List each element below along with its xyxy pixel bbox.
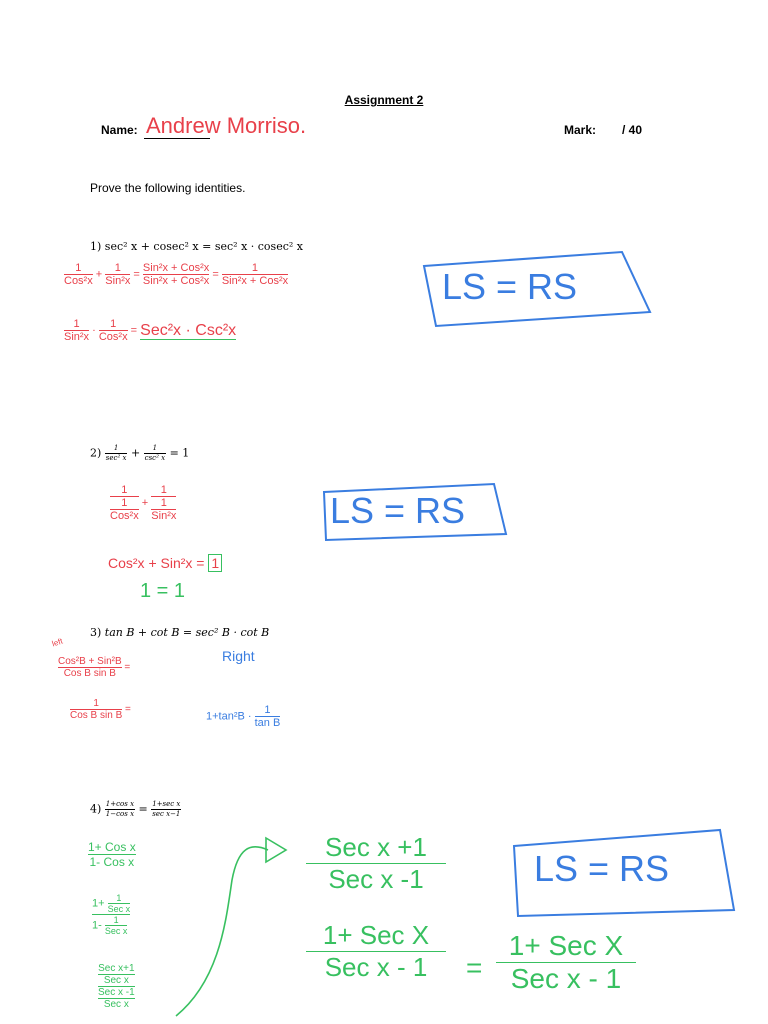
q4-rs3-num: 1+ Sec X <box>496 930 636 963</box>
q1-l2-result: Sec²x · Csc²x <box>140 321 237 339</box>
q4-right-eq: = <box>466 952 483 983</box>
q4-ls1-num: 1+ Cos x <box>88 840 136 854</box>
q1-l2-frac1-den: Sin²x <box>64 331 90 343</box>
q3-right-label: Right <box>222 648 255 664</box>
q4-ls2-bot-a: 1- <box>92 919 102 932</box>
q3-identity: tan B + cot B = sec² B · cot B <box>104 626 270 639</box>
q4-frac2-num: 1+sec x <box>152 800 181 808</box>
q1-conclusion-box <box>424 252 650 326</box>
mark-total: / 40 <box>622 123 643 137</box>
q4-conclusion: LS = RS <box>534 848 670 889</box>
q1-l1-frac3-den: Sin²x + Cos²x <box>142 275 210 287</box>
q4-rs1-num: Sec x +1 <box>306 832 446 864</box>
q3-l2-den: Cos B sin B <box>70 710 123 721</box>
q1-l1-eq1: = <box>133 268 140 281</box>
q2-w-line2-text: Cos²x + Sin²x = <box>108 555 205 571</box>
q2-plus: + <box>130 446 141 460</box>
q4-ls2-top-a: 1+ <box>92 897 105 910</box>
student-name: Andrew Morriso. <box>146 113 307 138</box>
q1-l1-plus: + <box>95 268 103 281</box>
q4-rs3-den: Sec x - 1 <box>510 963 622 994</box>
q4-conclusion-box <box>514 830 734 916</box>
q4-ls2-bot-fn: 1 <box>105 915 128 926</box>
q1-l1-frac4-den: Sin²x + Cos²x <box>221 275 289 287</box>
q2-w-mid1: 1 <box>110 497 139 510</box>
q1-l1-frac2-num: 1 <box>105 262 130 275</box>
q1-l2-frac2-num: 1 <box>99 318 128 331</box>
q4-ls3-num: Sec x+1 <box>98 963 135 974</box>
q4-arrow-head-icon <box>266 838 286 862</box>
q3-r-expr: 1+tan²B · <box>206 710 252 723</box>
q1-l2-dot: · <box>92 324 96 337</box>
q2-w-bot2: Sin²x <box>151 510 177 522</box>
q4-rs1-den: Sec x -1 <box>328 864 424 894</box>
q3-l1-num: Cos²B + Sin²B <box>58 656 122 667</box>
q1-l2-frac1-num: 1 <box>64 318 89 331</box>
q3-r-den: tan B <box>254 717 281 729</box>
q2-work-line3: 1 = 1 <box>140 580 186 602</box>
q2-frac2-num: 1 <box>144 444 166 454</box>
q2-frac1-den: sec² x <box>105 454 127 462</box>
q2-w-mid2: 1 <box>151 497 176 510</box>
q2-frac2-den: csc² x <box>144 454 166 462</box>
q1-conclusion: LS = RS <box>442 266 578 307</box>
q3-l2-eq: = <box>125 704 131 716</box>
q4-ls3-num-den: Sec x <box>98 975 135 987</box>
q4-frac1-num: 1+cos x <box>105 800 135 808</box>
q4-frac2-den: sec x−1 <box>152 810 181 818</box>
name-label: Name: <box>101 123 138 137</box>
q3-l2-num: 1 <box>70 698 122 710</box>
q4-number: 4) <box>90 802 102 816</box>
q4-ls1-den: 1- Cos x <box>89 855 135 869</box>
q2-w-top2: 1 <box>151 484 176 497</box>
q4-ls3-den-den: Sec x <box>103 999 129 1010</box>
q1-identity: sec² x + cosec² x = sec² x · cosec² x <box>104 240 303 253</box>
q1-l1-frac2-den: Sin²x <box>105 275 131 287</box>
q3-r-num: 1 <box>255 704 281 717</box>
q2-frac1-num: 1 <box>105 444 128 454</box>
instruction-text: Prove the following identities. <box>90 181 246 195</box>
q1-l1-frac3-num: Sin²x + Cos²x <box>142 262 210 274</box>
q2-w-top1: 1 <box>110 484 139 497</box>
q2-number: 2) <box>90 446 102 460</box>
q2-w-boxed-one: 1 <box>208 554 222 572</box>
q4-rs2-num: 1+ Sec X <box>306 920 446 952</box>
mark-label: Mark: <box>564 123 597 137</box>
q1-l1-frac1-num: 1 <box>64 262 93 275</box>
q4-ls2-bot-fd: Sec x <box>104 926 128 936</box>
q4-ls2-top-fd: Sec x <box>107 904 131 914</box>
q3-l1-den: Cos B sin B <box>63 668 116 679</box>
q2-w-plus: + <box>141 496 149 509</box>
q1-l2-eq: = <box>130 324 138 337</box>
q4-rs2-den: Sec x - 1 <box>324 952 428 982</box>
q3-left-label: left <box>50 636 64 649</box>
q3-l1-eq: = <box>124 662 131 674</box>
q1-l2-frac2-den: Cos²x <box>98 331 128 343</box>
q1-number: 1) <box>90 240 102 253</box>
q2-conclusion: LS = RS <box>330 490 466 531</box>
q1-l1-frac1-den: Cos²x <box>64 275 93 287</box>
assignment-title: Assignment 2 <box>344 93 424 107</box>
q4-frac1-den: 1−cos x <box>105 810 135 818</box>
q3-number: 3) <box>90 626 102 639</box>
q2-rhs: = 1 <box>169 446 190 460</box>
q4-ls2-top-fn: 1 <box>108 893 131 904</box>
q4-ls3-den: Sec x -1 <box>98 987 135 998</box>
q1-l1-frac4-num: 1 <box>222 262 288 275</box>
q4-arrow-curve <box>176 847 268 1016</box>
q1-l1-eq2: = <box>212 268 219 281</box>
q2-w-bot1: Cos²x <box>110 510 139 522</box>
q4-eq: = <box>138 802 148 816</box>
q2-conclusion-box <box>324 484 506 540</box>
